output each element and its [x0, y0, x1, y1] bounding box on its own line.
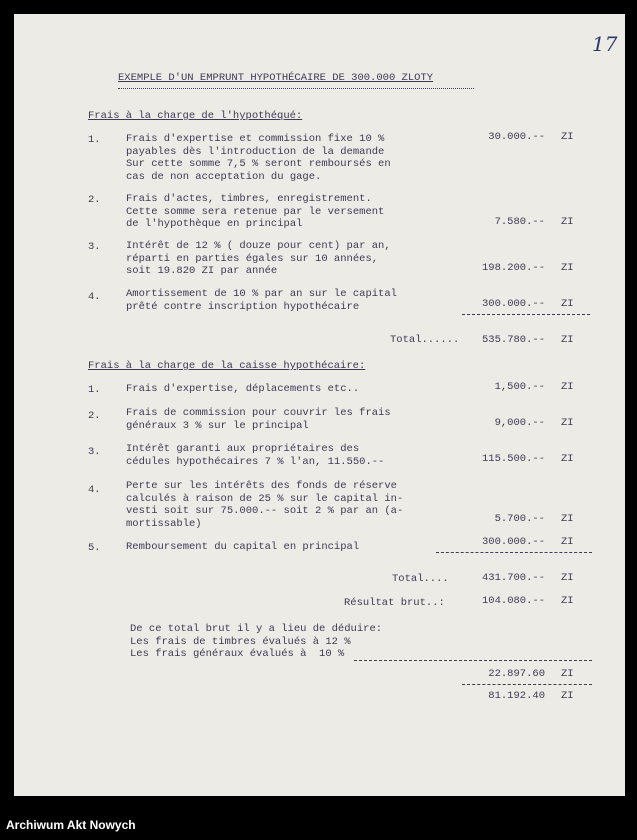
s1-item3-number: 3.: [88, 241, 101, 253]
deduction-rule-2: [462, 684, 592, 685]
s2-item4-unit: ZI: [561, 513, 574, 525]
s1-item4-number: 4.: [88, 291, 101, 303]
s2-item2-amount: 9,000.--: [494, 417, 545, 429]
archive-name: Archiwum Akt Nowych: [6, 818, 136, 832]
result-amount: 104.080.--: [481, 595, 545, 607]
s2-total-rule: [436, 552, 592, 553]
s2-item3-text: Intérêt garanti aux propriétaires des cédules hypothécaires 7 % l'an, 11.550.--: [126, 443, 385, 468]
s2-item4-text: Perte sur les intérêts des fonds de réserve calculés à raison de 25 % sur le capital in- vesti soit sur 75.000.-- soit 2 % par an (a- mortissable): [126, 480, 404, 530]
s2-item1-text: Frais d'expertise, déplacements etc..: [126, 383, 360, 395]
s2-item1-unit: ZI: [561, 381, 574, 393]
s1-item4-unit: ZI: [561, 298, 574, 310]
s2-total-unit: ZI: [561, 572, 574, 584]
s1-item2-number: 2.: [88, 194, 101, 206]
s1-item4-amount: 300.000.--: [481, 298, 545, 310]
s2-item2-number: 2.: [88, 410, 101, 422]
s2-item2-text: Frais de commission pour couvrir les frais généraux 3 % sur le principal: [126, 407, 391, 432]
deduction-rule-1: [354, 660, 592, 661]
s1-item2-amount: 7.580.--: [494, 216, 545, 228]
s1-item3-text: Intérêt de 12 % ( douze pour cent) par an, réparti en parties égales sur 10 années, soit 19.820 ZI par année: [126, 240, 391, 277]
s1-item2-unit: ZI: [561, 216, 574, 228]
s2-item3-number: 3.: [88, 446, 101, 458]
deduction-text: De ce total brut il y a lieu de déduire: Les frais de timbres évalués à 12 % Les frais généraux évalués à 10 %: [130, 623, 383, 660]
s2-item5-text: Remboursement du capital en principal: [126, 541, 360, 553]
page-number: 17: [592, 32, 618, 56]
s1-item4-text: Amortissement de 10 % par an sur le capital prêté contre inscription hypothécaire: [126, 288, 397, 313]
s2-total-label: Total....: [392, 573, 449, 585]
s1-item1-amount: 30.000.--: [488, 131, 545, 143]
s1-total-label: Total......: [390, 334, 460, 346]
s1-item3-unit: ZI: [561, 262, 574, 274]
title-underline: [118, 88, 474, 89]
section1-heading: Frais à la charge de l'hypothéqué:: [88, 110, 303, 122]
s1-total-amount: 535.780.--: [481, 334, 545, 346]
s1-total-rule: [462, 314, 590, 315]
s2-item5-unit: ZI: [561, 536, 574, 548]
deduction-amount-1: 22.897.60: [488, 668, 545, 680]
s2-item1-number: 1.: [88, 384, 101, 396]
s2-total-amount: 431.700.--: [481, 572, 545, 584]
s2-item4-amount: 5.700.--: [494, 513, 545, 525]
s2-item2-unit: ZI: [561, 417, 574, 429]
s2-item3-unit: ZI: [561, 453, 574, 465]
s1-item3-amount: 198.200.--: [481, 262, 545, 274]
s1-total-unit: ZI: [561, 334, 574, 346]
final-unit: ZI: [561, 690, 574, 702]
s2-item3-amount: 115.500.--: [481, 453, 545, 465]
result-label: Résultat brut..:: [344, 597, 445, 609]
s2-item5-number: 5.: [88, 542, 101, 554]
s1-item1-number: 1.: [88, 134, 101, 146]
s2-item5-amount: 300.000.--: [481, 536, 545, 548]
final-amount: 81.192.40: [488, 690, 545, 702]
result-unit: ZI: [561, 595, 574, 607]
s2-item4-number: 4.: [88, 484, 101, 496]
deduction-unit-1: ZI: [561, 668, 574, 680]
document-title: EXEMPLE D'UN EMPRUNT HYPOTHÉCAIRE DE 300.000 ZLOTY: [118, 72, 434, 84]
s1-item2-text: Frais d'actes, timbres, enregistrement. Cette somme sera retenue par le versement de l'hypothèque en principal: [126, 193, 385, 230]
section2-heading: Frais à la charge de la caisse hypothécaire:: [88, 360, 366, 372]
s1-item1-unit: ZI: [561, 131, 574, 143]
s1-item1-text: Frais d'expertise et commission fixe 10 % payables dès l'introduction de la demande Sur cette somme 7,5 % seront remboursés en cas de non acceptation du gage.: [126, 133, 391, 183]
s2-item1-amount: 1,500.--: [494, 381, 545, 393]
